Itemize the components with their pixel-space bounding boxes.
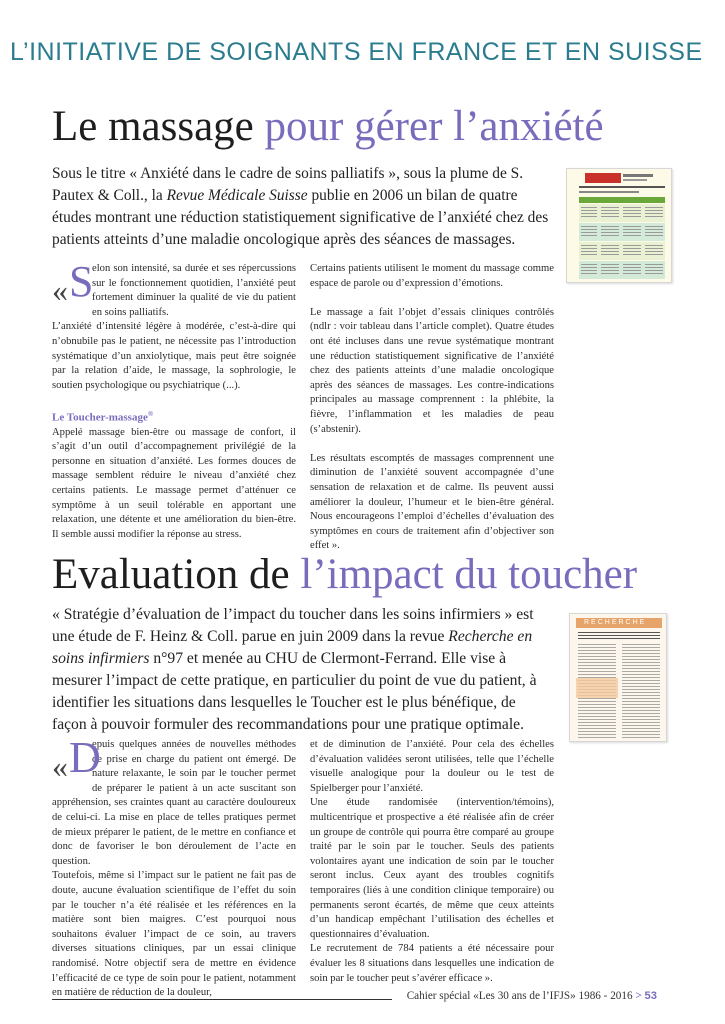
drop-cap <box>52 257 94 308</box>
thumb-cell <box>581 207 597 219</box>
thumb-cell <box>601 245 619 257</box>
page-footer <box>407 990 657 1002</box>
thumb-cell <box>601 207 619 219</box>
paragraph: L’anxiété d’intensité légère à modérée, c’est-à-dire qui n’obnubile pas le patient, ne nécessite pas l’introduction systématique d’un anxiolytique, mais peut être soignée par la relation d’aide, le massage, la sophrologie, le soutien psychologique ou psychiatrique (...). <box>52 321 296 391</box>
paragraph: elon son intensité, sa durée et ses répercussions sur le fonctionnement quotidien, l’anxiété peut fortement diminuer la qualité de vie du patient en soins palliatifs. <box>92 263 296 318</box>
article1-title-accent: pour gérer l’anxiété <box>264 103 604 150</box>
thumb-cell <box>623 226 641 238</box>
thumb-table-row <box>579 223 665 241</box>
thumb-rule <box>623 179 647 181</box>
page-number: 53 <box>644 990 657 1002</box>
article-thumbnail-recherche <box>569 613 667 742</box>
article2-title-accent: l’impact du toucher <box>300 551 638 598</box>
footer-text: Cahier spécial «Les 30 ans de l’IFJS» 1986 - 2016 <box>406 990 633 1002</box>
thumb-header-label: RECHERCHE <box>584 619 647 626</box>
drop-cap <box>52 733 101 784</box>
drop-cap-letter: S <box>69 257 94 306</box>
paragraph: Le recrutement de 784 patients a été nécessaire pour évaluer les 8 situations dans lesquelles une indication de soin par le toucher peut s’avérer efficace ». <box>310 943 554 984</box>
thumb-rule <box>579 191 639 193</box>
paragraph: Toutefois, même si l’impact sur le patient ne fait pas de doute, aucune évaluation scientifique de l’effet du soin par le toucher n’a été réalisée et les références en la matière sont bien maigres. C’est pourquoi nous souhaitons évaluer l’impact de ce soin, au travers diverses situations cliniques, par un essai clinique randomisé. Notre objectif sera de mettre en évidence l’efficacité de ce type de soin pour le patient, notamment en matière de réduction de la douleur, <box>52 870 296 999</box>
section-kicker: L’INITIATIVE DE SOIGNANTS EN FRANCE ET EN SUISSE <box>10 38 703 66</box>
quote-mark-icon: « <box>52 748 68 784</box>
paragraph: Appelé massage bien-être ou massage de confort, il s’agit d’un outil d’accompagnement privilégié de la personne en situation d’anxiété. Les formes douces de massage semblent réduire le niveau d’anxiété chez certains patients. Le massage permet d’atténuer ce symptôme à un seuil tolérable en apportant une relaxation, une détente et une amélioration du bien-être. Il semble aussi modifier la réponse au stress. <box>52 426 296 540</box>
thumb-highlight-box <box>576 678 618 698</box>
thumb-cell <box>645 264 663 276</box>
article1-lead-a: Sous le titre « Anxiété dans le cadre de soins palliatifs », sous la plume de S. Pautex & Coll., la <box>52 165 524 204</box>
article2-column-right <box>310 738 554 986</box>
subheading <box>52 407 296 425</box>
paragraph: Certains patients utilisent le moment du massage comme espace de parole ou d’expression d’émotions. <box>310 263 554 289</box>
journal-logo-icon <box>585 173 621 183</box>
thumb-table-header <box>579 197 665 203</box>
thumb-cell <box>581 264 597 276</box>
thumb-cell <box>645 207 663 219</box>
thumb-cell <box>581 226 597 238</box>
thumb-table-row <box>579 242 665 260</box>
footer-rule <box>52 999 392 1000</box>
drop-cap-letter: D <box>69 733 101 782</box>
article2-column-left <box>52 733 296 1001</box>
thumb-table-row <box>579 261 665 279</box>
article1-lead-b: publie en 2006 un bilan de quatre études montrant une réduction statistiquement significative de l’anxiété chez des patients atteints d’une maladie oncologique après des séances de massages. <box>52 187 549 248</box>
thumb-text-column <box>622 644 660 738</box>
article1-column-right <box>310 262 554 554</box>
article1-lead-journal: Revue Médicale Suisse <box>166 187 308 204</box>
thumb-cell <box>581 245 597 257</box>
thumb-rule <box>579 186 665 188</box>
article2-lead-journal: Recherche en soins infirmiers <box>52 628 533 667</box>
article1-title <box>52 105 604 148</box>
paragraph: Le massage a fait l’objet d’essais cliniques contrôlés (ndlr : voir tableau dans l’article complet). Quatre études ont été incluses dans une revue systématique montrant une réduction statistiquement significative de l’anxiété chez des patients atteints d’une maladie oncologique après des séances de massages. Les contre-indications principales au massage comprennent : la phlébite, la fièvre, l’inflammation et les maladies de peau (s’abstenir). <box>310 306 554 435</box>
thumb-cell <box>623 207 641 219</box>
paragraph: Les résultats escomptés de massages comprennent une diminution de l’anxiété souvent accompagnée d’une sensation de relaxation et de calme. Ils peuvent aussi améliorer la douleur, l’humeur et le bien-être général. Nous encourageons l’emploi d’échelles d’évaluation des symptômes en cours de traitement afin d’objectiver son effet ». <box>310 452 554 552</box>
article-thumbnail-table <box>566 168 672 283</box>
thumb-cell <box>601 264 619 276</box>
article1-lead <box>52 163 550 251</box>
thumb-cell <box>601 226 619 238</box>
article1-column-left <box>52 257 296 542</box>
thumb-title-lines <box>578 632 660 640</box>
article2-lead-a: « Stratégie d’évaluation de l’impact du toucher dans les soins infirmiers » est une étude de F. Heinz & Coll. parue en juin 2009 dans la revue <box>52 606 534 645</box>
article2-lead-b: n°97 et menée au CHU de Clermont-Ferrand. Elle vise à mesurer l’impact de cette pratique, en particulier du point de vue du patient, à identifier les situations dans lesquelles le Toucher est le plus bénéfique, de façon à pouvoir formuler des recommandations pour une pratique optimale. <box>52 650 537 733</box>
article2-title <box>52 553 637 596</box>
article2-lead <box>52 604 552 736</box>
thumb-cell <box>623 245 641 257</box>
thumb-rule <box>623 174 653 177</box>
footer-arrow-icon: > <box>635 990 642 1002</box>
quote-mark-icon: « <box>52 272 68 308</box>
thumb-cell <box>645 245 663 257</box>
paragraph: et de diminution de l’anxiété. Pour cela des échelles d’évaluation validées seront utilisées, telle que l’échelle visuelle analogique pour la douleur ou le test de Spielberger pour l’anxiété. <box>310 739 554 794</box>
article2-title-main: Evaluation de <box>52 551 301 598</box>
registered-mark: ® <box>147 410 154 419</box>
thumb-cell <box>623 264 641 276</box>
thumb-cell <box>645 226 663 238</box>
paragraph: epuis quelques années de nouvelles méthodes de prise en charge du patient ont émergé. De nature relaxante, le soin par le toucher permet de préparer le patient à un acte suscitant son appréhension, ses craintes quant au caractère douloureux de celui-ci. La mise en place de telles pratiques permet de mieux préparer le patient, de le mettre en confiance et donc de favoriser le bon déroulement de l’acte en question. <box>52 739 296 867</box>
article1-title-main: Le massage <box>52 103 265 150</box>
subheading-text: Le Toucher-massage <box>52 412 148 424</box>
thumb-table-row <box>579 204 665 222</box>
paragraph: Une étude randomisée (intervention/témoins), multicentrique et prospective a été réalisée afin de créer un groupe de contrôle qui pourra être comparé au groupe traité par le soin par le toucher. Seuls des patients volontaires ayant une indication de soin par le toucher seront inclus. Ceux ayant des troubles cognitifs temporaires (liés à une condition clinique temporaire) ou permanents seront écartés, de même que ceux atteints d’un handicap empêchant l’utilisation des échelles et questionnaires d’évaluation. <box>310 797 554 940</box>
